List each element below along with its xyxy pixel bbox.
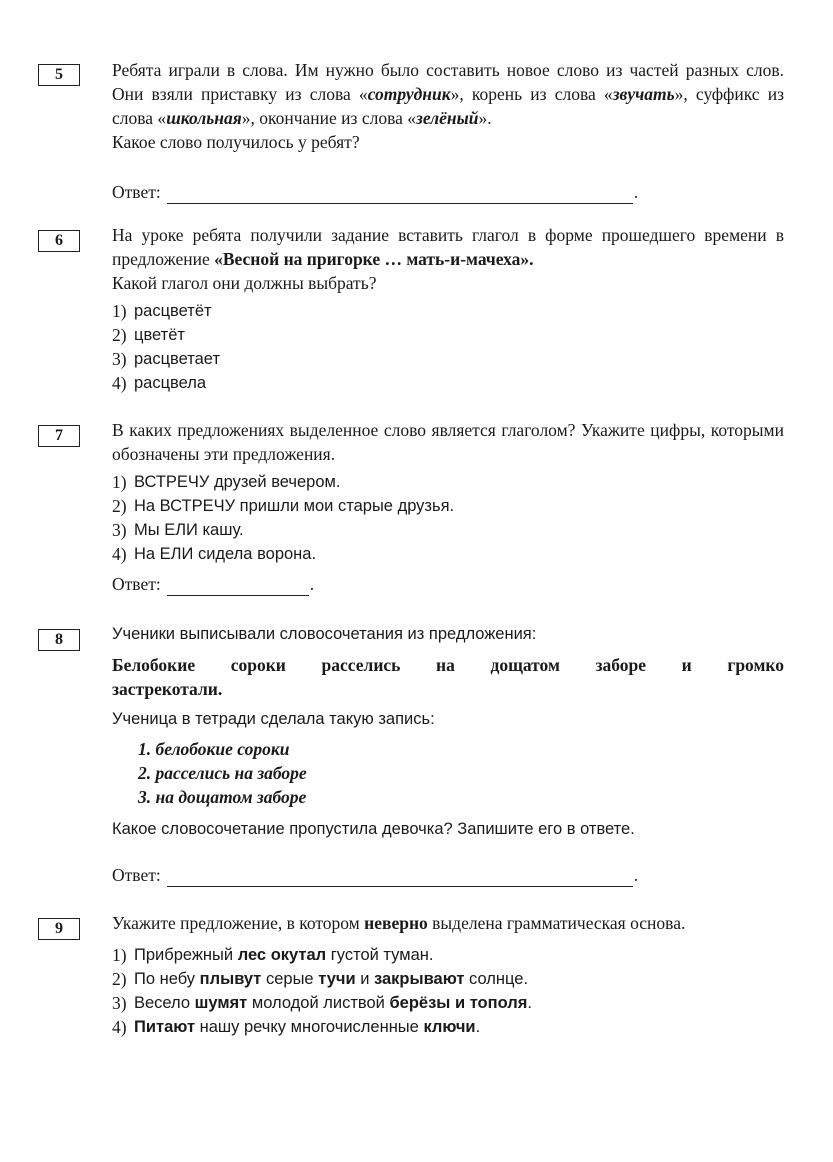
word-root-source: звучать [612, 84, 675, 104]
option-item [112, 943, 784, 967]
word-prefix-source: сотрудник [367, 84, 451, 104]
sentence-line [112, 653, 784, 677]
answer-line[interactable] [167, 868, 633, 887]
task-question: Какой глагол они должны выбрать? [112, 273, 377, 293]
option-item [112, 518, 784, 542]
task-body [112, 58, 784, 204]
text-part: Укажите предложение, в котором [112, 913, 365, 933]
option-item [112, 299, 784, 323]
text-part: На уроке ребята получили задание вставить глагол в форме прошедшего времени в предложение [112, 225, 784, 269]
option-item [112, 991, 784, 1015]
option-number: 1) [112, 472, 127, 492]
task-number: 8 [38, 629, 80, 651]
option-number: 3) [112, 349, 127, 369]
text-part: », корень из слова « [450, 84, 613, 104]
option-number: 1) [112, 945, 127, 965]
sentence-quote: «Весной на пригорке … мать-и-мачеха». [214, 249, 534, 269]
options-list [112, 943, 784, 1039]
text-part: выделена грамматическая основа. [427, 913, 686, 933]
note-item: 3. на дощатом заборе [138, 787, 307, 807]
text-part: », окончание из слова « [241, 108, 416, 128]
sentence-text: застрекотали. [112, 679, 223, 699]
option-item [112, 371, 784, 395]
answer-row: Ответ: . [112, 182, 639, 202]
emphasis-word: неверно [364, 913, 428, 933]
option-number: 4) [112, 544, 127, 564]
option-text: расцветёт [134, 302, 212, 320]
text-part: ». [478, 108, 492, 128]
answer-row: Ответ: . [112, 574, 315, 594]
sentence-line [112, 677, 784, 701]
word-suffix-source: школьная [166, 108, 242, 128]
option-item [112, 494, 784, 518]
options-list [112, 470, 784, 566]
answer-row: Ответ: . [112, 865, 639, 885]
option-text: цветёт [134, 326, 185, 344]
text-part: », суффикс из слова « [112, 84, 784, 128]
option-number: 4) [112, 1017, 127, 1037]
option-item [112, 967, 784, 991]
task-number: 7 [38, 425, 80, 447]
answer-line[interactable] [167, 185, 633, 204]
answer-label: Ответ: [112, 182, 161, 202]
option-number: 3) [112, 520, 127, 540]
option-text: расцветает [134, 350, 220, 368]
note-intro: Ученица в тетради сделала такую запись: [112, 710, 435, 728]
option-item [112, 323, 784, 347]
task-number: 6 [38, 230, 80, 252]
task-text [112, 58, 784, 130]
option-text: ВСТРЕЧУ друзей вечером. [134, 473, 341, 491]
task-text: В каких предложениях выделенное слово является глаголом? Укажите цифры, которыми обозначены эти предложения. [112, 420, 784, 464]
option-number: 4) [112, 373, 127, 393]
task-number: 9 [38, 918, 80, 940]
task-body [112, 911, 784, 1039]
task-question: Какое слово получилось у ребят? [112, 132, 360, 152]
answer-label: Ответ: [112, 574, 161, 594]
option-item [112, 470, 784, 494]
option-number: 3) [112, 993, 127, 1013]
answer-label: Ответ: [112, 865, 161, 885]
task-intro: Ученики выписывали словосочетания из предложения: [112, 625, 537, 643]
task-text [112, 223, 784, 271]
text-part: Ребята играли в слова. Им нужно было составить новое слово из частей разных слов. Они взяли приставку из слова « [112, 60, 784, 104]
task-number: 5 [38, 64, 80, 86]
option-number: 2) [112, 969, 127, 989]
option-number: 2) [112, 496, 127, 516]
option-text: расцвела [134, 374, 207, 392]
task-body [112, 223, 784, 395]
task-question: Какое словосочетание пропустила девочка? Запишите его в ответе. [112, 820, 635, 838]
options-list [112, 299, 784, 395]
option-number: 1) [112, 301, 127, 321]
notebook-notes [138, 737, 784, 809]
option-item [112, 542, 784, 566]
option-text: Весело шумят молодой листвой берёзы и тополя. [134, 994, 532, 1012]
option-text: Питают нашу речку многочисленные ключи. [134, 1018, 481, 1036]
option-text: На ВСТРЕЧУ пришли мои старые друзья. [134, 497, 455, 515]
task-text [112, 911, 784, 935]
answer-line[interactable] [167, 577, 309, 596]
option-item [112, 347, 784, 371]
task-body [112, 622, 784, 887]
sentence-text: Белобокие сороки расселись на дощатом заборе и громко [112, 655, 784, 675]
task-body [112, 418, 784, 596]
option-text: Мы ЕЛИ кашу. [134, 521, 244, 539]
option-text: Прибрежный лес окутал густой туман. [134, 946, 434, 964]
option-text: На ЕЛИ сидела ворона. [134, 545, 317, 563]
option-text: По небу плывут серые тучи и закрывают солнце. [134, 970, 529, 988]
note-item: 2. расселись на заборе [138, 763, 307, 783]
note-item: 1. белобокие сороки [138, 739, 290, 759]
word-ending-source: зелёный [416, 108, 479, 128]
option-number: 2) [112, 325, 127, 345]
option-item [112, 1015, 784, 1039]
